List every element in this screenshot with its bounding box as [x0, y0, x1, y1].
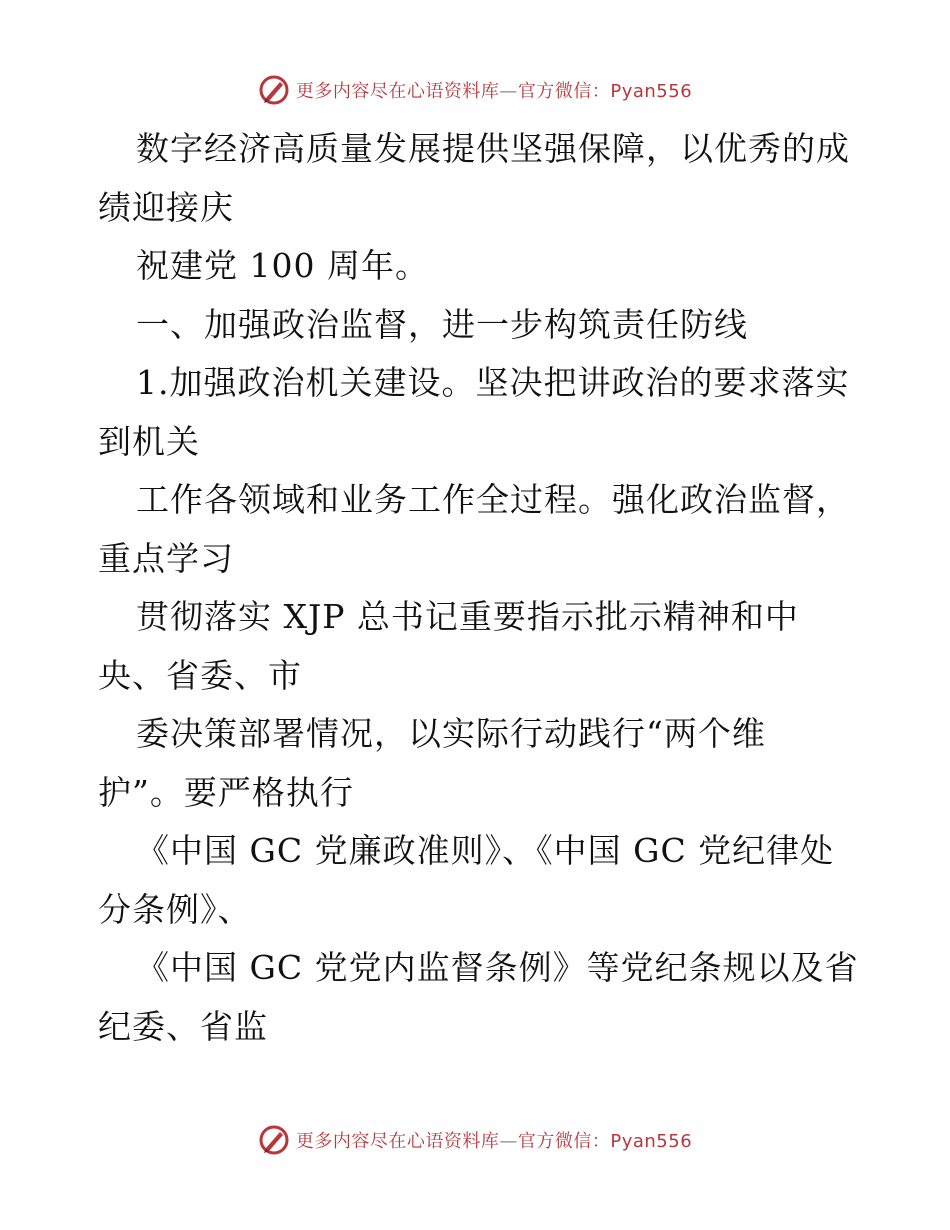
header-banner-title: 更多内容尽在心语资料库: [295, 81, 500, 102]
paragraph-line: 央、省委、市: [98, 655, 302, 695]
paragraph-line: 纪委、省监: [98, 1006, 268, 1046]
paragraph-line: 祝建党 100 周年。: [136, 246, 429, 285]
footer-banner: [0, 1120, 950, 1160]
footer-banner-text: [296, 1127, 692, 1153]
paragraph-line: 护”。要严格执行: [98, 772, 354, 812]
paragraph-line: 数字经济高质量发展提供坚强保障，以优秀的成: [136, 129, 850, 168]
paragraph-line: 重点学习: [98, 538, 234, 578]
paragraph-line: 工作各领域和业务工作全过程。强化政治监督，: [136, 480, 850, 519]
footer-banner-contact: 官方微信：Pyan556: [517, 1131, 693, 1152]
paragraph-line: 《中国 GC 党党内监督条例》等党纪条规以及省: [136, 948, 859, 987]
pen-logo-icon: [258, 74, 290, 106]
footer-banner-title: 更多内容尽在心语资料库: [295, 1131, 500, 1152]
paragraph-line: 《中国 GC 党廉政准则》、《中国 GC 党纪律处: [136, 831, 835, 870]
paragraph-line: 1.加强政治机关建设。坚决把讲政治的要求落实: [136, 363, 850, 402]
footer-banner-inner: [258, 1124, 692, 1156]
footer-banner-dash: —: [499, 1131, 518, 1152]
paragraph-line: 贯彻落实 XJP 总书记重要指示批示精神和中: [136, 597, 799, 636]
header-banner-contact: 官方微信：Pyan556: [517, 81, 693, 102]
paragraph-line: 委决策部署情况，以实际行动践行“两个维: [136, 714, 766, 753]
header-banner-inner: [258, 74, 692, 106]
pen-logo-icon: [258, 1124, 290, 1156]
paragraph-line: 分条例》、: [98, 889, 252, 929]
paragraph-line: 到机关: [98, 421, 200, 461]
header-banner-dash: —: [499, 81, 518, 102]
paragraph-line: 绩迎接庆: [98, 187, 234, 227]
header-banner: [0, 70, 950, 110]
document-body: [98, 120, 858, 1056]
header-banner-text: [296, 77, 692, 103]
section-heading: 一、加强政治监督，进一步构筑责任防线: [136, 304, 748, 344]
